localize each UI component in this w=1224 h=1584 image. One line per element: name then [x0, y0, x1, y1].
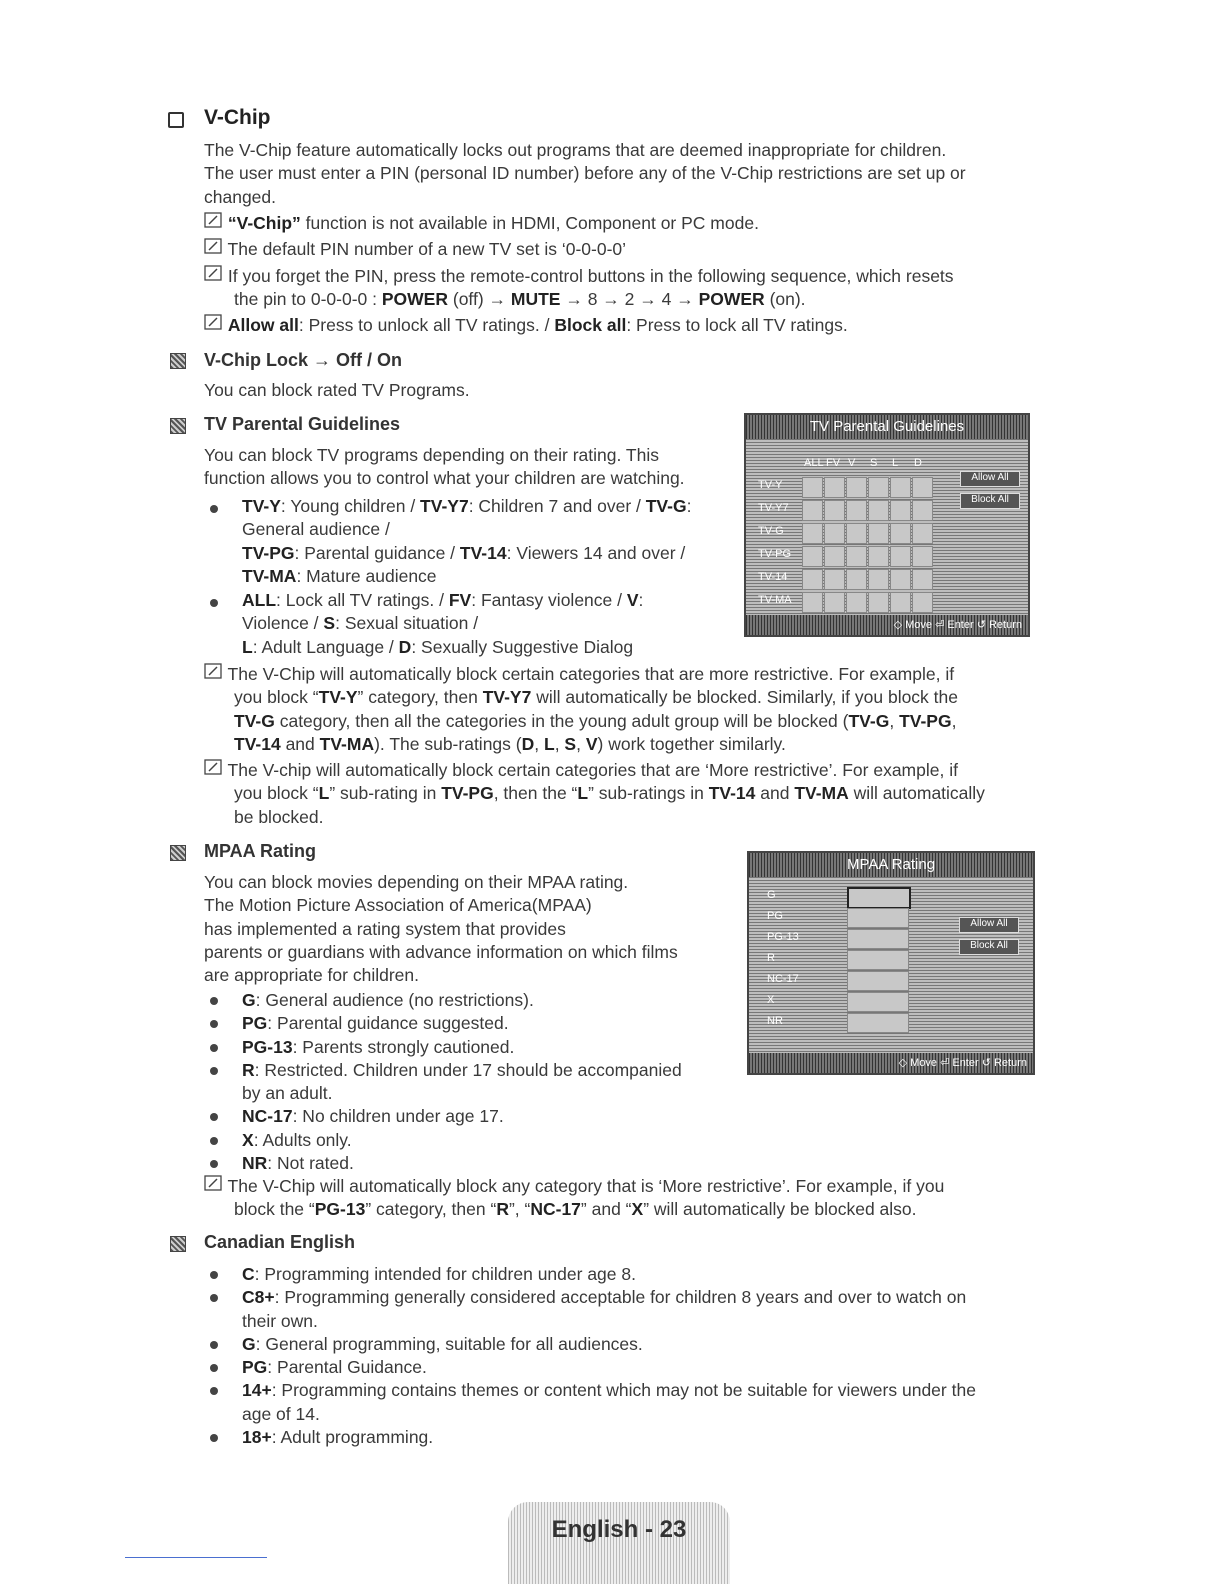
section-title-canadian: Canadian English: [204, 1232, 356, 1252]
text-line: General audience /: [242, 519, 390, 540]
section-icon: [170, 418, 186, 434]
section-title-tv-parental: TV Parental Guidelines: [204, 414, 401, 434]
bullet-icon: [210, 1341, 218, 1349]
note-item: The V-Chip will automatically block any category that is ‘More restrictive’. For example, if you: [204, 1175, 1104, 1198]
osd-lock-cell[interactable]: [890, 546, 911, 567]
footer-rule: [125, 1557, 267, 1558]
osd-lock-cell[interactable]: [802, 477, 823, 498]
list-item: 14+: Programming contains themes or content which may not be suitable for viewers under the: [204, 1379, 1084, 1402]
intro-line: The V-Chip feature automatically locks out programs that are deemed inappropriate for children.: [204, 140, 947, 160]
osd-lock-cell[interactable]: [824, 500, 845, 521]
section-icon: [170, 353, 186, 369]
notes-top: [204, 212, 1104, 337]
bullet-icon: [210, 599, 218, 607]
osd-row-label: NC-17: [767, 973, 799, 985]
text-line: function allows you to control what your children are watching.: [204, 468, 685, 489]
note-item: The default PIN number of a new TV set is ‘0-0-0-0’: [204, 238, 1104, 261]
bullet-icon: [210, 1160, 218, 1168]
mpaa-text: [204, 871, 744, 987]
osd-lock-cell[interactable]: [912, 500, 933, 521]
osd-lock-cell[interactable]: [802, 500, 823, 521]
text-line: TV-PG: Parental guidance / TV-14: Viewers 14 and over /: [242, 542, 686, 563]
osd-row-label: TV-Y7: [758, 502, 789, 514]
osd-row-label: TV-Y: [758, 479, 783, 491]
note-item: Allow all: Press to unlock all TV ratings. / Block all: Press to lock all TV ratings.: [204, 314, 1104, 337]
osd-row-label: NR: [767, 1015, 783, 1027]
osd-lock-cell[interactable]: [824, 477, 845, 498]
osd-lock-cell[interactable]: [868, 546, 889, 567]
list-item: PG: Parental Guidance.: [204, 1356, 1084, 1379]
osd-col-label: FV: [826, 457, 841, 469]
osd-lock-cell[interactable]: [846, 592, 867, 613]
mpaa-osd: [747, 851, 1035, 1075]
osd-lock-cell[interactable]: [824, 523, 845, 544]
osd-row-label: X: [767, 994, 775, 1006]
osd-row-label: TV-PG: [758, 548, 792, 560]
note-item: The V-chip will automatically block certain categories that are ‘More restrictive’. For example, if: [204, 759, 1104, 782]
osd-lock-cell[interactable]: [802, 523, 823, 544]
tv-parental-text: [204, 444, 744, 491]
bullet-icon: [210, 1113, 218, 1121]
text-line: ALL: Lock all TV ratings. / FV: Fantasy violence / V:: [242, 590, 644, 610]
osd-col-label: V: [848, 457, 856, 469]
osd-row-label: TV-14: [758, 571, 788, 583]
osd-col-label: S: [870, 457, 878, 469]
note-icon: [204, 1175, 223, 1192]
osd-row-label: R: [767, 952, 775, 964]
bullet-icon: [210, 1137, 218, 1145]
osd-lock-cell[interactable]: [847, 971, 909, 991]
osd-lock-cell[interactable]: [868, 569, 889, 590]
page-title: V-Chip: [204, 106, 271, 129]
list-item: NR: Not rated.: [204, 1152, 764, 1175]
osd-lock-cell[interactable]: [890, 592, 911, 613]
note-cont: TV-G category, then all the categories in the young adult group will be blocked (TV-G, TV-PG,: [234, 710, 957, 731]
text-line: The Motion Picture Association of America(MPAA): [204, 895, 592, 916]
osd-lock-cell[interactable]: [912, 592, 933, 613]
list-item: 18+: Adult programming.: [204, 1426, 1084, 1449]
section-icon: [170, 845, 186, 861]
osd-lock-cell[interactable]: [802, 592, 823, 613]
osd-col-label: D: [914, 457, 922, 469]
note-icon: [204, 759, 223, 776]
text-line: TV-Y: Young children / TV-Y7: Children 7 and over / TV-G:: [242, 496, 692, 516]
osd-lock-cell[interactable]: [890, 569, 911, 590]
osd-row-label: TV-MA: [758, 594, 792, 606]
list-item: age of 14.: [242, 1403, 320, 1424]
osd-col-label: ALL: [804, 457, 824, 469]
osd-lock-cell[interactable]: [802, 546, 823, 567]
text-line: You can block TV programs depending on their rating. This: [204, 445, 659, 465]
osd-lock-cell[interactable]: [912, 477, 933, 498]
text-line: TV-MA: Mature audience: [242, 565, 437, 586]
block-all-button[interactable]: Block All: [959, 939, 1019, 955]
osd-title: MPAA Rating: [749, 853, 1033, 877]
osd-lock-cell[interactable]: [847, 887, 911, 909]
note-item: If you forget the PIN, press the remote-control buttons in the following sequence, which resets: [204, 265, 1104, 288]
mpaa-note: [204, 1175, 1104, 1222]
list-item: X: Adults only.: [204, 1129, 764, 1152]
note-item-cont: the pin to 0-0-0-0 : POWER (off) → MUTE → 8 → 2 → 4 → POWER (on).: [234, 288, 806, 309]
list-item: PG-13: Parents strongly cautioned.: [204, 1036, 764, 1059]
intro-line: The user must enter a PIN (personal ID number) before any of the V-Chip restrictions are set up or: [204, 163, 966, 184]
text-line: Violence / S: Sexual situation /: [242, 613, 479, 634]
bullet-icon: [210, 1387, 218, 1395]
osd-lock-cell[interactable]: [868, 592, 889, 613]
section-title-mpaa: MPAA Rating: [204, 841, 316, 861]
intro-line: changed.: [204, 186, 277, 207]
list-item: NC-17: No children under age 17.: [204, 1105, 764, 1128]
bullet-icon: [210, 1020, 218, 1028]
text-line: has implemented a rating system that provides: [204, 918, 566, 939]
note-icon: [204, 314, 223, 331]
note-item: “V-Chip” function is not available in HDMI, Component or PC mode.: [204, 212, 1104, 235]
checkbox-icon: [168, 112, 184, 128]
bullet-icon: [210, 1294, 218, 1302]
note-icon: [204, 663, 223, 680]
list-item: PG: Parental guidance suggested.: [204, 1012, 764, 1035]
osd-title: TV Parental Guidelines: [746, 415, 1028, 439]
osd-lock-cell[interactable]: [824, 546, 845, 567]
text-line: are appropriate for children.: [204, 965, 419, 986]
osd-lock-cell[interactable]: [912, 523, 933, 544]
tv-ratings-list: [242, 495, 742, 588]
note-cont: TV-14 and TV-MA). The sub-ratings (D, L, S, V) work together similarly.: [234, 733, 786, 754]
note-cont: be blocked.: [234, 806, 324, 827]
osd-footer: ◇ Move ⏎ Enter ↺ Return: [749, 1053, 1033, 1073]
bullet-icon: [210, 1364, 218, 1372]
text-line: parents or guardians with advance information on which films: [204, 941, 678, 962]
osd-grid: [746, 439, 1028, 609]
osd-lock-cell[interactable]: [847, 929, 909, 949]
osd-lock-cell[interactable]: [912, 569, 933, 590]
vchip-lock-text: You can block rated TV Programs.: [204, 380, 470, 400]
bullet-icon: [210, 1271, 218, 1279]
tv-parental-osd: [744, 413, 1030, 637]
bullet-icon: [210, 1044, 218, 1052]
osd-lock-cell[interactable]: [846, 523, 867, 544]
osd-lock-cell[interactable]: [847, 950, 909, 970]
allow-all-button[interactable]: Allow All: [960, 471, 1020, 487]
osd-lock-cell[interactable]: [846, 569, 867, 590]
bullet-icon: [210, 505, 218, 513]
osd-lock-cell[interactable]: [912, 546, 933, 567]
list-item: by an adult.: [242, 1083, 333, 1104]
osd-lock-cell[interactable]: [890, 500, 911, 521]
osd-grid: [749, 877, 1033, 1047]
bullet-icon: [210, 1434, 218, 1442]
list-item: G: General programming, suitable for all audiences.: [204, 1333, 1084, 1356]
allow-all-button[interactable]: Allow All: [959, 917, 1019, 933]
osd-lock-cell[interactable]: [846, 546, 867, 567]
section-title-vchip-lock: V-Chip Lock → Off / On: [204, 350, 402, 370]
list-item: C: Programming intended for children under age 8.: [204, 1263, 1084, 1286]
canadian-list: [204, 1263, 1084, 1449]
note-icon: [204, 238, 223, 255]
osd-lock-cell[interactable]: [846, 500, 867, 521]
section-icon: [170, 1236, 186, 1252]
list-item: C8+: Programming generally considered acceptable for children 8 years and over to watch on: [204, 1286, 1084, 1309]
list-item: their own.: [242, 1310, 318, 1331]
sub-ratings-list: [242, 589, 742, 659]
page-number-label: English - 23: [551, 1516, 687, 1543]
intro-text: [204, 139, 1064, 209]
note-cont: block the “PG-13” category, then “R”, “NC-17” and “X” will automatically be blocked also.: [234, 1199, 917, 1220]
osd-row-label: G: [767, 889, 776, 901]
osd-lock-cell[interactable]: [802, 569, 823, 590]
tv-parental-notes: [204, 663, 1104, 829]
note-cont: you block “TV-Y” category, then TV-Y7 will automatically be blocked. Similarly, if you block the: [234, 687, 959, 708]
osd-row-label: PG-13: [767, 931, 799, 943]
mpaa-list: [204, 989, 764, 1175]
osd-lock-cell[interactable]: [847, 992, 909, 1012]
note-icon: [204, 212, 223, 229]
note-item: The V-Chip will automatically block certain categories that are more restrictive. For example, if: [204, 663, 1104, 686]
osd-lock-cell[interactable]: [890, 477, 911, 498]
block-all-button[interactable]: Block All: [960, 493, 1020, 509]
osd-lock-cell[interactable]: [868, 477, 889, 498]
bullet-icon: [210, 1067, 218, 1075]
osd-lock-cell[interactable]: [890, 523, 911, 544]
text-line: L: Adult Language / D: Sexually Suggestive Dialog: [242, 636, 634, 657]
note-icon: [204, 265, 223, 282]
osd-lock-cell[interactable]: [847, 908, 909, 928]
osd-row-label: PG: [767, 910, 783, 922]
osd-lock-cell[interactable]: [824, 592, 845, 613]
osd-lock-cell[interactable]: [868, 500, 889, 521]
note-cont: you block “L” sub-rating in TV-PG, then the “L” sub-ratings in TV-14 and TV-MA will automatically: [234, 783, 985, 804]
osd-lock-cell[interactable]: [824, 569, 845, 590]
osd-lock-cell[interactable]: [846, 477, 867, 498]
list-item: R: Restricted. Children under 17 should be accompanied: [204, 1059, 764, 1082]
text-line: You can block movies depending on their MPAA rating.: [204, 872, 629, 892]
osd-lock-cell[interactable]: [847, 1013, 909, 1033]
page-number: [508, 1502, 730, 1584]
osd-footer: ◇ Move ⏎ Enter ↺ Return: [746, 615, 1028, 635]
osd-row-label: TV-G: [758, 525, 784, 537]
list-item: G: General audience (no restrictions).: [204, 989, 764, 1012]
osd-col-label: L: [892, 457, 899, 469]
osd-lock-cell[interactable]: [868, 523, 889, 544]
bullet-icon: [210, 997, 218, 1005]
